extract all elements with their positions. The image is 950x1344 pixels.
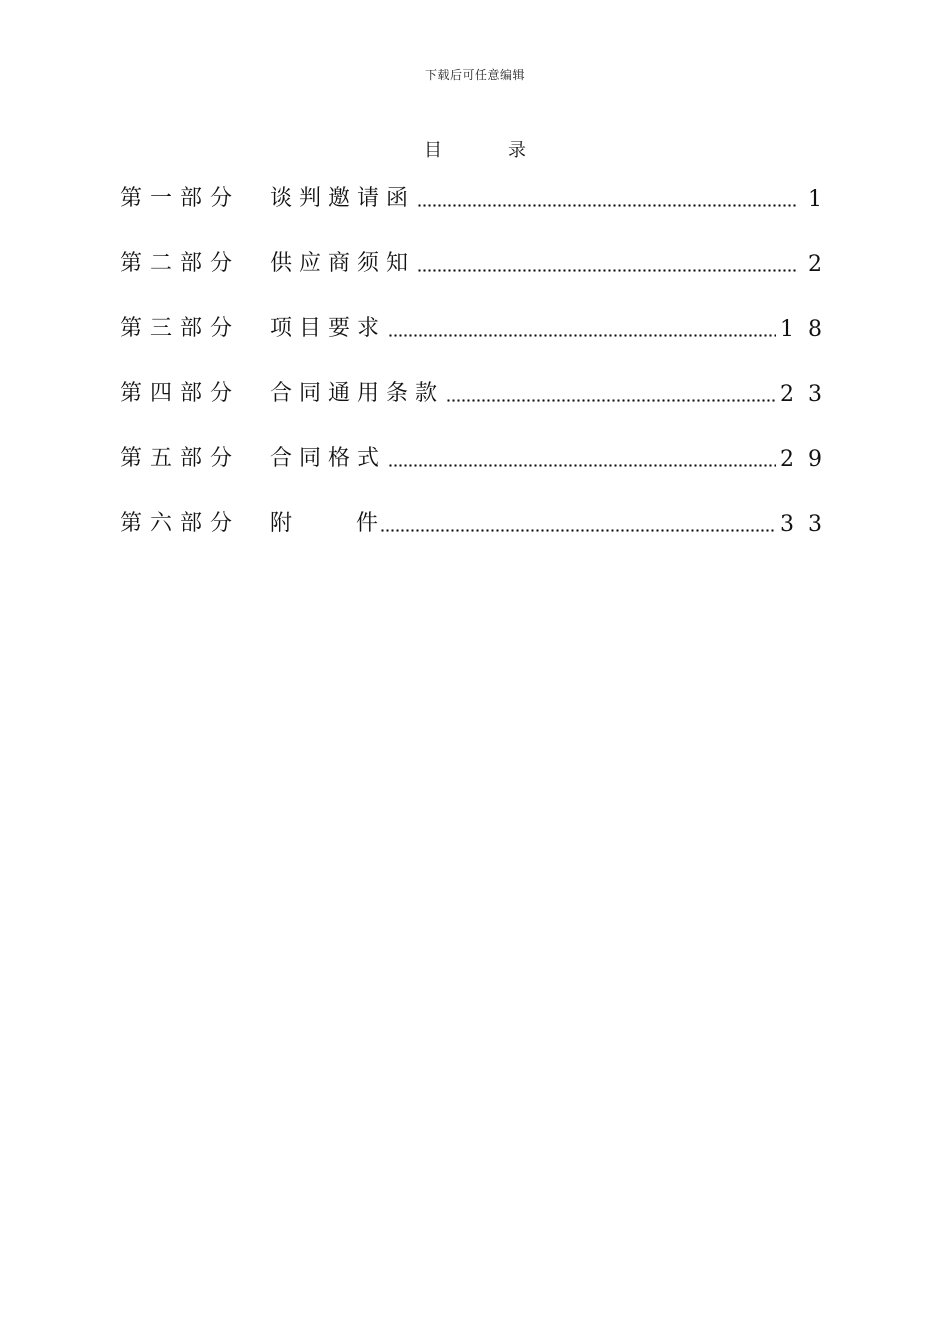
toc-page-number: 18 xyxy=(780,317,836,342)
toc-dot-leader xyxy=(380,511,776,533)
toc-entry[interactable] xyxy=(120,497,836,537)
toc-title-first-char: 附 xyxy=(270,511,293,536)
toc-entry[interactable] xyxy=(120,432,836,472)
toc-page-number: 23 xyxy=(780,382,836,407)
toc-part-label: 第六部分 xyxy=(120,511,241,536)
toc-part-label: 第二部分 xyxy=(120,251,241,276)
toc-entry[interactable] xyxy=(120,367,836,407)
toc-dot-leader xyxy=(417,251,798,273)
toc-title xyxy=(270,506,378,537)
toc-page-number: 33 xyxy=(780,512,836,537)
toc-page-number: 1 xyxy=(808,187,836,212)
toc-entry[interactable] xyxy=(120,237,836,277)
toc-entry[interactable] xyxy=(120,302,836,342)
toc-title: 供应商须知 xyxy=(270,251,416,276)
toc-title: 合同通用条款 xyxy=(270,381,445,406)
toc-title: 合同格式 xyxy=(270,446,387,471)
toc-heading xyxy=(0,136,950,162)
toc-dot-leader xyxy=(446,381,776,403)
toc-heading-left: 目 xyxy=(424,140,442,161)
toc-title: 谈判邀请函 xyxy=(270,186,416,211)
toc-part-label: 第五部分 xyxy=(120,446,241,471)
toc-entry[interactable] xyxy=(120,172,836,212)
toc-heading-right: 录 xyxy=(508,140,526,161)
toc-page-number: 29 xyxy=(780,447,836,472)
toc-title: 项目要求 xyxy=(270,316,387,341)
toc-dot-leader xyxy=(388,446,776,468)
toc-title-second-char: 件 xyxy=(356,511,379,536)
toc-part-label: 第一部分 xyxy=(120,186,241,211)
toc-part-label: 第三部分 xyxy=(120,316,241,341)
toc-page-number: 2 xyxy=(808,252,836,277)
toc-list xyxy=(120,172,836,562)
toc-part-label: 第四部分 xyxy=(120,381,241,406)
toc-dot-leader xyxy=(417,186,798,208)
toc-dot-leader xyxy=(388,316,776,338)
header-note: 下载后可任意编辑 xyxy=(424,68,525,82)
